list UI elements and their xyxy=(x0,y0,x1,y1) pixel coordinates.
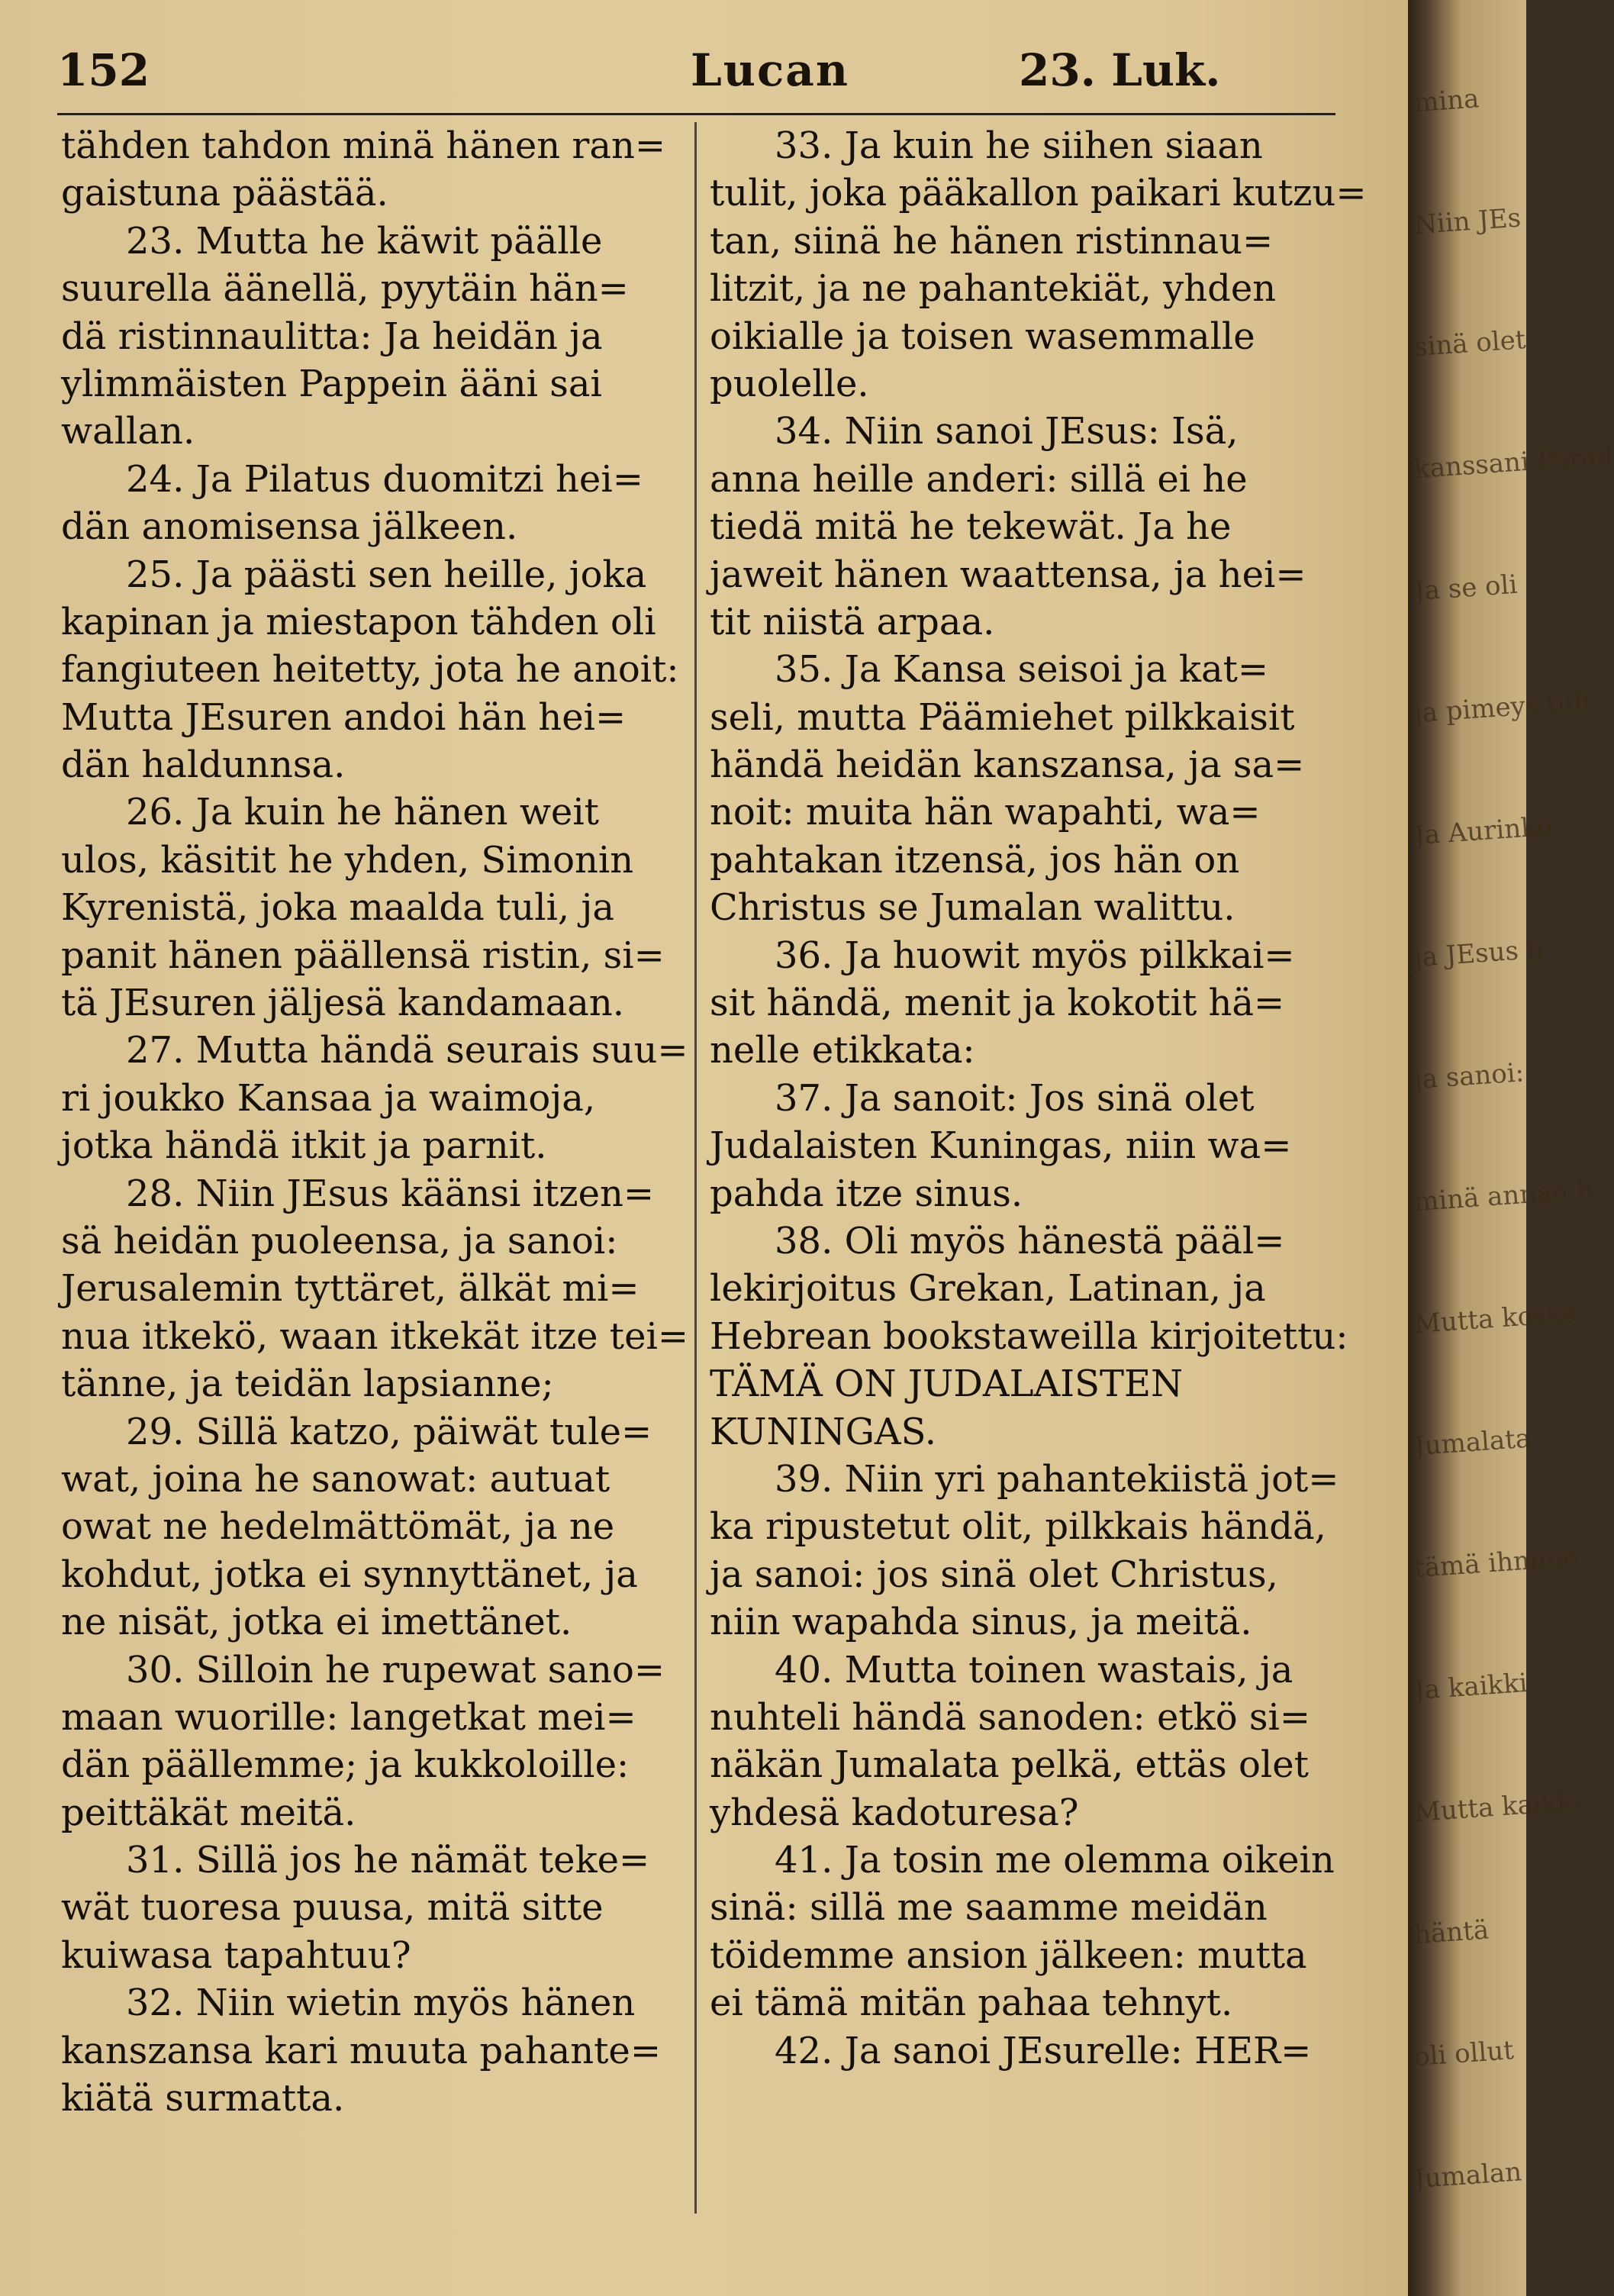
left-column-line: 29. Sillä katzo, päiwät tule= xyxy=(126,1410,652,1453)
right-column-line: Judalaisten Kuningas, niin wa= xyxy=(710,1124,1292,1168)
right-column-line: näkän Jumalata pelkä, ettäs olet xyxy=(710,1743,1309,1787)
left-column-line: panit hänen päällensä ristin, si= xyxy=(61,934,665,977)
left-column-line: kanszansa kari muuta pahante= xyxy=(61,2029,662,2072)
right-column-line: litzit, ja ne pahantekiät, yhden xyxy=(710,267,1277,311)
right-column-line: ka ripustetut olit, pilkkais händä, xyxy=(710,1505,1326,1549)
right-column-line: 33. Ja kuin he siihen siaan xyxy=(775,124,1263,167)
facing-page-fragment: Ja Aurinko xyxy=(1413,811,1554,852)
facing-page-fragment: oli ollut xyxy=(1413,2035,1516,2073)
left-column-line: ne nisät, jotka ei imettänet. xyxy=(61,1601,572,1644)
right-column-line: nuhteli händä sanoden: etkö si= xyxy=(710,1695,1311,1739)
right-column-line: 38. Oli myös hänestä pääl= xyxy=(775,1219,1285,1262)
right-column-line: TÄMÄ ON JUDALAISTEN xyxy=(710,1362,1184,1406)
facing-page-gutter xyxy=(1408,0,1614,2296)
facing-page-fragment: Jumalata xyxy=(1413,1423,1532,1462)
left-column-line: maan wuorille: langetkat mei= xyxy=(61,1695,636,1739)
page-number: 152 xyxy=(57,44,150,96)
left-column xyxy=(61,122,689,2122)
left-column-line: 31. Sillä jos he nämät teke= xyxy=(126,1839,650,1882)
left-column-line: tänne, ja teidän lapsianne; xyxy=(61,1362,554,1406)
left-column-line: sä heidän puoleensa, ja sanoi: xyxy=(61,1219,618,1262)
right-column-line: pahda itze sinus. xyxy=(710,1172,1023,1215)
right-column-line: KUNINGAS. xyxy=(710,1410,936,1453)
facing-page-fragment: Jumalan xyxy=(1413,2156,1523,2195)
left-column-line: 32. Niin wietin myös hänen xyxy=(126,1982,636,2025)
right-column-line: anna heille anderi: sillä ei he xyxy=(710,457,1248,501)
left-column-line: suurella äänellä, pyytäin hän= xyxy=(61,267,629,311)
right-column-line: ei tämä mitän pahaa tehnyt. xyxy=(710,1982,1233,2025)
left-column-line: kohdut, jotka ei synnyttänet, ja xyxy=(61,1553,638,1596)
facing-page-fragment: ja sanoi: xyxy=(1413,1057,1525,1096)
right-column-line: jaweit hänen waattensa, ja hei= xyxy=(710,553,1306,596)
facing-page-fragment: Niin JEs xyxy=(1413,202,1522,241)
right-column-line: 39. Niin yri pahantekiistä jot= xyxy=(775,1457,1339,1501)
left-column-line: wat, joina he sanowat: autuat xyxy=(61,1457,610,1501)
left-column-line: 27. Mutta händä seurais suu= xyxy=(126,1029,688,1072)
facing-page-fragment: Ja kaikki xyxy=(1413,1667,1529,1707)
left-column-line: gaistuna päästää. xyxy=(61,172,388,215)
facing-page-fragment: kanssani Parad xyxy=(1413,440,1614,485)
right-column-line: Christus se Jumalan walittu. xyxy=(710,886,1235,930)
right-column-line: 35. Ja Kansa seisoi ja kat= xyxy=(775,648,1269,692)
right-column-line: tit niistä arpaa. xyxy=(710,600,995,643)
left-column-line: Mutta JEsuren andoi hän hei= xyxy=(61,695,627,739)
right-column-line: 40. Mutta toinen wastais, ja xyxy=(775,1648,1293,1691)
right-column-line: 37. Ja sanoit: Jos sinä olet xyxy=(775,1076,1255,1120)
left-column-line: 30. Silloin he rupewat sano= xyxy=(126,1648,665,1691)
right-column-line: tulit, joka pääkallon paikari kutzu= xyxy=(710,172,1367,215)
left-column-line: wallan. xyxy=(61,410,195,453)
facing-page-fragment: minä annan h xyxy=(1413,1174,1595,1218)
right-column-line: töidemme ansion jälkeen: mutta xyxy=(710,1933,1307,1977)
right-column-line: 36. Ja huowit myös pilkkai= xyxy=(775,934,1295,977)
right-column-line: tiedä mitä he tekewät. Ja he xyxy=(710,505,1232,549)
left-column-line: 25. Ja päästi sen heille, joka xyxy=(126,553,647,596)
left-column-line: dän anomisensa jälkeen. xyxy=(61,505,518,549)
facing-page-fragment: Mutta koska xyxy=(1413,1298,1579,1340)
facing-page-fragment: Ja se oli xyxy=(1413,569,1519,608)
right-column-line: lekirjoitus Grekan, Latinan, ja xyxy=(710,1267,1266,1311)
left-column-line: Jerusalemin tyttäret, älkät mi= xyxy=(61,1267,639,1311)
right-column-line: sit händä, menit ja kokotit hä= xyxy=(710,982,1285,1025)
left-column-line: nua itkekö, waan itkekät itze tei= xyxy=(61,1314,689,1358)
right-column-line: Hebrean bookstaweilla kirjoitettu: xyxy=(710,1314,1348,1358)
left-column-line: dän haldunnsa. xyxy=(61,743,346,787)
right-column-line: niin wapahda sinus, ja meitä. xyxy=(710,1601,1252,1644)
facing-page-fragment: Mutta kaikki xyxy=(1413,1786,1582,1829)
right-column-line: 34. Niin sanoi JEsus: Isä, xyxy=(775,410,1239,453)
book-title: Lucan xyxy=(691,44,850,96)
right-column-line: oikialle ja toisen wasemmalle xyxy=(710,314,1255,358)
right-column-line: sinä: sillä me saamme meidän xyxy=(710,1886,1268,1930)
left-column-line: dän päällemme; ja kukkoloille: xyxy=(61,1743,630,1787)
right-column-line: tan, siinä he hänen ristinnau= xyxy=(710,219,1274,263)
left-column-line: tä JEsuren jäljesä kandamaan. xyxy=(61,982,625,1025)
right-column-line: pahtakan itzensä, jos hän on xyxy=(710,838,1240,882)
right-column-line: yhdesä kadoturesa? xyxy=(710,1791,1079,1834)
right-column-line: 41. Ja tosin me olemma oikein xyxy=(775,1839,1335,1882)
facing-page-fragment: ja JEsus h xyxy=(1413,934,1545,974)
left-column-line: Kyrenistä, joka maalda tuli, ja xyxy=(61,886,614,930)
left-column-line: 26. Ja kuin he hänen weit xyxy=(126,791,599,834)
left-column-line: ulos, käsitit he yhden, Simonin xyxy=(61,838,634,882)
left-column-line: jotka händä itkit ja parnit. xyxy=(61,1124,547,1168)
facing-page-fragment: ja pimeys tuli xyxy=(1413,686,1592,730)
left-column-line: 23. Mutta he käwit päälle xyxy=(126,219,603,263)
header-rule xyxy=(57,113,1335,115)
right-column-line: ja sanoi: jos sinä olet Christus, xyxy=(710,1553,1278,1596)
right-column-line: händä heidän kanszansa, ja sa= xyxy=(710,743,1305,787)
left-column-line: ylimmäisten Pappein ääni sai xyxy=(61,362,602,405)
left-column-line: kiätä surmatta. xyxy=(61,2077,345,2120)
left-column-line: ri joukko Kansaa ja waimoja, xyxy=(61,1076,596,1120)
left-column-line: 24. Ja Pilatus duomitzi hei= xyxy=(126,457,643,501)
right-column-line: noit: muita hän wapahti, wa= xyxy=(710,791,1261,834)
right-column-line: puolelle. xyxy=(710,362,869,405)
chapter-label: 23. Luk. xyxy=(1019,44,1221,96)
facing-page-fragment: mina xyxy=(1413,83,1480,119)
running-header xyxy=(57,37,1339,105)
facing-page-fragment: häntä xyxy=(1413,1914,1490,1951)
left-column-line: tähden tahdon minä hänen ran= xyxy=(61,124,666,167)
left-column-line: owat ne hedelmättömät, ja ne xyxy=(61,1505,615,1549)
column-divider xyxy=(694,122,697,2214)
left-column-line: dä ristinnaulitta: Ja heidän ja xyxy=(61,314,603,358)
facing-page-fragment: sinä olet xyxy=(1413,324,1527,363)
left-column-line: 28. Niin JEsus käänsi itzen= xyxy=(126,1172,655,1215)
right-column xyxy=(710,122,1367,2075)
right-column-line: 42. Ja sanoi JEsurelle: HER= xyxy=(775,2029,1312,2072)
right-column-line: seli, mutta Päämiehet pilkkaisit xyxy=(710,695,1295,739)
left-column-line: fangiuteen heitetty, jota he anoit: xyxy=(61,648,679,692)
left-column-line: wät tuoresa puusa, mitä sitte xyxy=(61,1886,604,1930)
left-column-line: peittäkät meitä. xyxy=(61,1791,356,1834)
right-column-line: nelle etikkata: xyxy=(710,1029,975,1072)
left-column-line: kuiwasa tapahtuu? xyxy=(61,1933,411,1977)
facing-page-fragment: tämä ihmine xyxy=(1413,1542,1580,1585)
left-column-line: kapinan ja miestapon tähden oli xyxy=(61,600,656,643)
